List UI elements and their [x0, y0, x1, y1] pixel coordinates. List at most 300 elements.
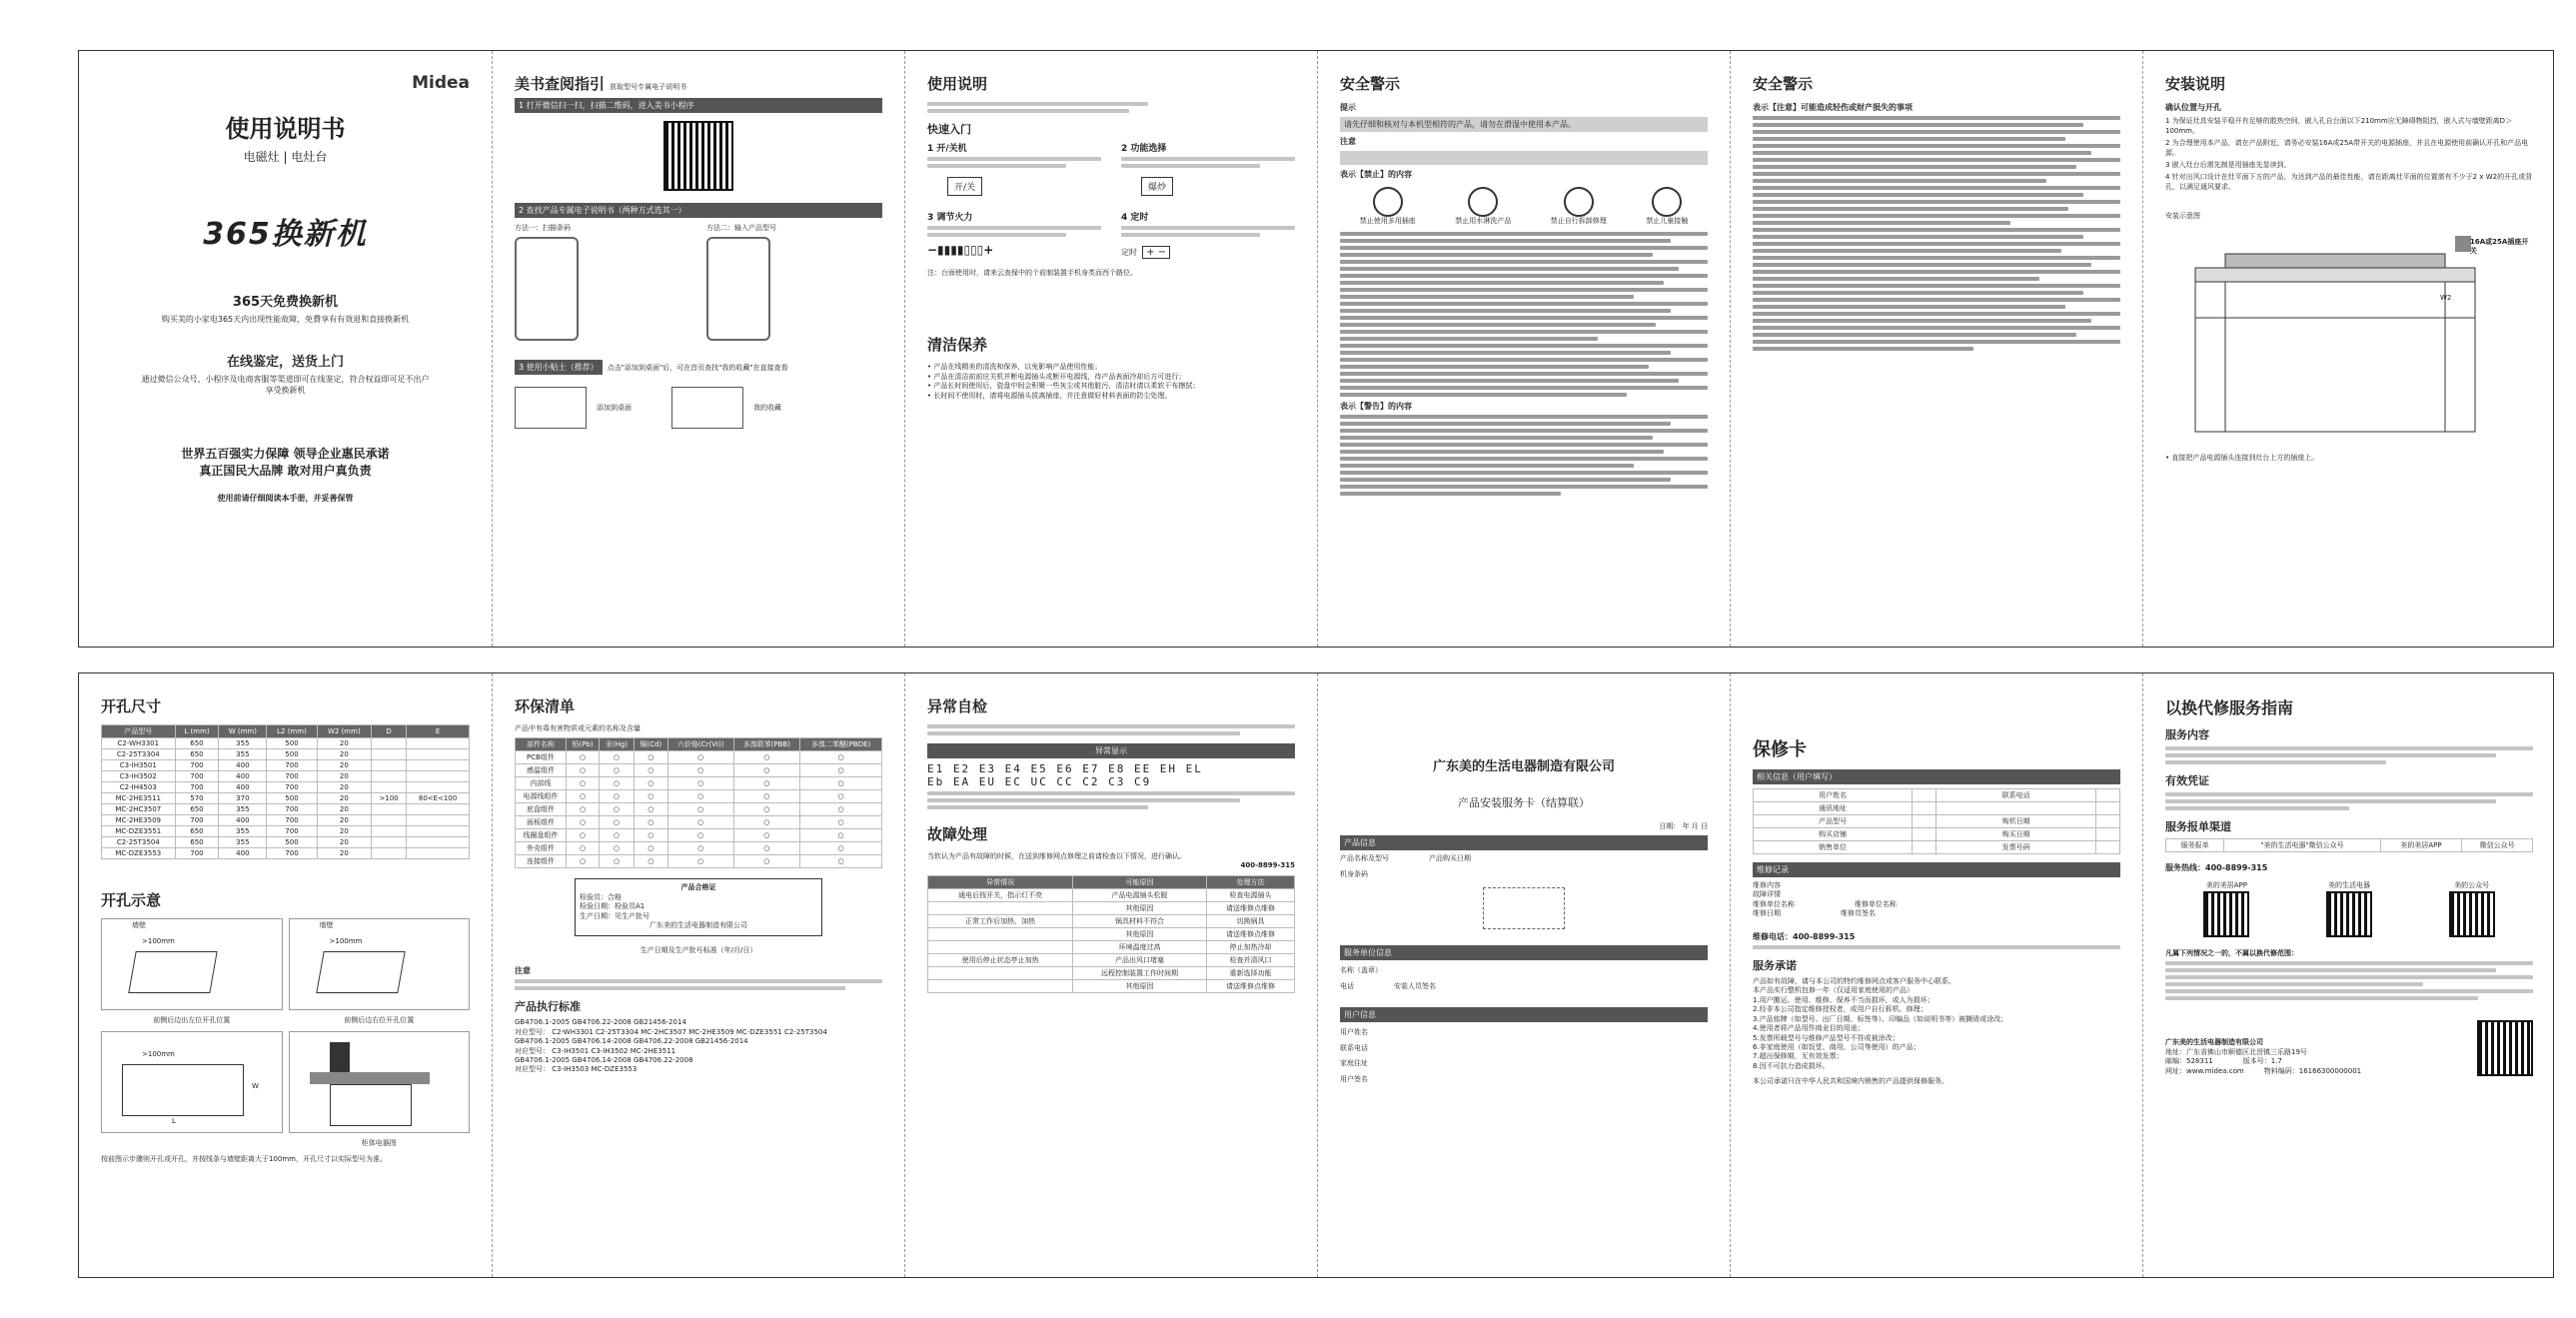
table-cell: C3-IH3501 — [102, 760, 176, 771]
table-cell: 检查并清风口 — [1206, 953, 1294, 966]
table-cell — [372, 760, 407, 771]
table-cell: 用户姓名 — [1754, 789, 1913, 802]
origin-note: 生产日期及生产批号标准（年/月/日） — [640, 945, 757, 954]
env-panel — [492, 673, 904, 1277]
usage-title: 使用说明 — [927, 75, 988, 93]
table-cell: ○ — [600, 803, 635, 816]
stir-fry-button-icon: 爆炒 — [1141, 177, 1173, 196]
table-header: L (mm) — [175, 725, 219, 738]
table-cell: PCB组件 — [516, 751, 567, 764]
table-cell: ○ — [566, 764, 599, 777]
socket-callout: 16A或25A插座开关 — [2470, 237, 2529, 256]
repair-title: 故障处理 — [927, 825, 988, 843]
table-cell: ○ — [800, 790, 882, 803]
table-cell — [407, 826, 470, 837]
table-cell: ○ — [733, 790, 800, 803]
fault-panel — [904, 673, 1317, 1277]
table-header: 处理方法 — [1206, 875, 1294, 888]
cutout-caption: 前侧后边出左位开孔位置 — [153, 1016, 231, 1024]
table-cell: 其他原因 — [1073, 979, 1207, 992]
table-cell: 停止加热冷却 — [1206, 940, 1294, 953]
table-cell: ○ — [634, 777, 667, 790]
method2-label: 方法二：输入产品型号 — [706, 224, 776, 232]
cutout-diagram-1: 墙壁 >100mm — [101, 918, 283, 1010]
tradein-panel: 以换代修服务指南 服务内容 有效凭证 服务报单渠道 服务报单 "美的生活电器"微信公众号 美的美居APP 微信公众号 服务热线：400-8899-315 美的美居APP 美的生活电器 美的公众号 凡属下列情况之一的，不属以换代修范围： 广东美的生活电器制造有限公司 地址：广东省佛山市顺德区北滘镇三乐路19号 邮编：528311 版本号：1.7 网址：www.midea.com 物料编码：16166300000001 — [2142, 673, 2555, 1277]
table-cell — [407, 782, 470, 793]
guide-step3-desc: 点击"添加到桌面"后，可在首页查找"我的收藏"在直接查看 — [607, 364, 788, 373]
conditions-title: 凡属下列情况之一的，不属以换代修范围： — [2165, 948, 2298, 957]
cutout-diagram-title: 开孔示意 — [101, 891, 162, 909]
table-cell: C2-25T3504 — [102, 837, 176, 848]
table-cell: 感温组件 — [516, 764, 567, 777]
footer-company: 广东美的生活电器制造有限公司 — [2165, 1038, 2263, 1047]
table-header: W (mm) — [219, 725, 267, 738]
warranty-panel: 保修卡 相关信息（用户填写） 用户姓名 联系电话 通讯地址 产品型号 购机日期 购买店铺 购买日期 销售单位 发票号码 维修记录 维修内容 故障详情 维修单位名称 维修单位名称 维修日期 维修员签名 维修电话：400-8899-315 服务承诺 产品如有故障，请与本公司的特约维修网点或客户服务中心联系。 本产品实行整机包修一年（仅适用家庭使用的产品） 1.用户搬运、使用、维修、保养不当而损坏，或人为损坏； 2.经非本公司指定维修授权者，或用户自行拆机、修理； 3.产品铭牌（如型号、出厂日期、标签等）、印编品（如说明书等）被撕毁或涂改； 4.使用者将产品用作商业目的用途； 5.发票所载型号与维修产品型号不符或被涂改； 6.非家庭使用（如饭堂、商用、公司等使用）的产品； 7.超出保修期，无有效发票； 8.因不可抗力造成损坏。 本公司承诺只在中华人民共和国境内销售的产品提供保修服务。 — [1730, 673, 2142, 1277]
table-row — [516, 790, 882, 803]
table-cell: 400 — [219, 782, 267, 793]
tradein-content-title: 服务内容 — [2165, 728, 2209, 741]
safety2-header: 表示【注意】可能造成轻伤或财产损失的事项 — [1753, 103, 1913, 112]
table-cell: ○ — [667, 777, 733, 790]
table-cell: ○ — [566, 777, 599, 790]
table-cell: MC-2HE3509 — [102, 815, 176, 826]
table-header: 六价铬(Cr(VI)) — [667, 738, 733, 751]
table-cell: ○ — [566, 855, 599, 868]
clean-item: • 产品在线精美的清洗和保养，以免影响产品使用性能； — [927, 363, 1102, 372]
table-header: 多溴联苯(PBB) — [733, 738, 800, 751]
table-cell: ○ — [634, 790, 667, 803]
manual-title: 使用说明书 — [225, 115, 346, 143]
table-row — [102, 826, 470, 837]
table-cell — [372, 848, 407, 859]
cover-panel — [79, 51, 492, 647]
table-cell: 产品出风口堵塞 — [1073, 953, 1207, 966]
cutout-diagram-2: 墙壁 >100mm — [289, 918, 471, 1010]
table-cell: 700 — [175, 848, 219, 859]
table-cell: 370 — [219, 793, 267, 804]
table-cell: ○ — [800, 816, 882, 829]
cabinet-diagram-icon — [2165, 228, 2535, 448]
table-row — [102, 749, 470, 760]
table-cell: 20 — [317, 749, 372, 760]
table-cell — [928, 966, 1073, 979]
safety-panel-1: 安全警示 提示 请先仔细和核对与本机型相符的产品，请勿在滑湿中使用本产品。 注意 表示【禁止】的内容 禁止使用多用插座 禁止用水淋洗产品 禁止自行拆卸修理 禁止儿童接触 表示【警告】的内容 — [1317, 51, 1730, 647]
table-cell — [1913, 789, 1936, 802]
table-cell: 700 — [175, 771, 219, 782]
table-cell: "美的生活电器"微信公众号 — [2224, 839, 2380, 852]
table-cell — [1913, 828, 1936, 841]
table-row — [516, 816, 882, 829]
phone-mockup-icon — [515, 387, 587, 429]
install-step: 4 针对出风口设计在灶平面下方的产品，为达到产品的最佳性能，请在距离灶平面的位置需有不少于2 x W2的开孔或背孔，以满足通风要求。 — [2165, 173, 2533, 191]
table-cell: 线圈盘组件 — [516, 829, 567, 842]
table-cell: ○ — [667, 829, 733, 842]
table-row — [102, 804, 470, 815]
barcode-placeholder — [1483, 887, 1565, 929]
table-cell: 700 — [267, 815, 317, 826]
table-cell: 购买日期 — [1936, 828, 2095, 841]
safety-body — [1340, 232, 1708, 397]
guide-step1: 1 打开微信扫一扫，扫描二维码，进入美书小程序 — [515, 98, 882, 113]
table-cell: MC-DZE3553 — [102, 848, 176, 859]
table-cell: C2-IH4503 — [102, 782, 176, 793]
table-cell: 500 — [267, 837, 317, 848]
table-cell — [372, 771, 407, 782]
table-cell: 连接组件 — [516, 855, 567, 868]
table-cell: ○ — [634, 803, 667, 816]
table-row — [102, 782, 470, 793]
table-cell: ○ — [667, 803, 733, 816]
table-cell: ○ — [566, 751, 599, 764]
guide-subtitle: 获取型号专属电子说明书 — [610, 83, 687, 91]
table-cell: 80<E<100 — [407, 793, 470, 804]
table-cell: ○ — [600, 777, 635, 790]
card-user-section: 用户信息 — [1340, 1007, 1708, 1022]
official-account-qr-icon — [2449, 891, 2495, 937]
install-title: 安装说明 — [2165, 75, 2226, 93]
service-desc: 通过微信公众号、小程序及电商客服等渠道即可在线鉴定，符合权益即可足不出户享受换新机 — [141, 375, 430, 396]
timer-button-icon: 定时 — [1121, 248, 1137, 257]
table-cell: 通讯地址 — [1754, 802, 1913, 815]
table-cell: 检查电源插头 — [1206, 888, 1294, 901]
table-cell: 650 — [175, 826, 219, 837]
standard-line: 对应型号： C3-IH3501 C3-IH3502 MC-2HE3511 — [515, 1046, 676, 1055]
trade-in-logo: 365换新机 — [203, 217, 368, 252]
safety-subtitle: 提示 — [1340, 103, 1356, 112]
clean-title: 清洁保养 — [927, 336, 988, 355]
miniprogram-qr-icon — [663, 121, 733, 191]
repair-hotline: 400-8899-315 — [1240, 861, 1295, 870]
safety-banner: 请先仔细和核对与本机型相符的产品，请勿在滑湿中使用本产品。 — [1340, 117, 1708, 132]
table-row — [102, 848, 470, 859]
table-cell: 700 — [267, 826, 317, 837]
table-row — [102, 815, 470, 826]
env-subtitle: 产品中有毒有害物质或元素的名称及含量 — [515, 724, 641, 732]
table-cell: ○ — [566, 842, 599, 855]
table-cell: ○ — [600, 816, 635, 829]
table-row — [516, 803, 882, 816]
table-cell: 355 — [219, 749, 267, 760]
table-header: 汞(Hg) — [600, 738, 635, 751]
footer-qr-icon — [2477, 1020, 2533, 1076]
standard-line: GB4706.1-2005 GB4706.22-2008 GB21456-2014 — [515, 1018, 686, 1027]
table-row — [516, 777, 882, 790]
table-cell: >100 — [372, 793, 407, 804]
install-panel — [2142, 51, 2555, 647]
table-cell: 底盘组件 — [516, 803, 567, 816]
card-company: 广东美的生活电器制造有限公司 — [1432, 759, 1615, 774]
table-cell: MC-DZE3551 — [102, 826, 176, 837]
table-cell: 570 — [175, 793, 219, 804]
table-cell: 请送维修点维修 — [1206, 979, 1294, 992]
install-bottom-note: • 直接把产品电源插头连接到灶台上方的插座上。 — [2165, 453, 2319, 462]
env-caution: 注意 — [515, 966, 531, 976]
guide-step2: 2 查找产品专属电子说明书（两种方式选其一） — [515, 203, 882, 218]
table-cell: 400 — [219, 771, 267, 782]
table-cell: 700 — [267, 771, 317, 782]
standard-line: 对应型号： C3-IH3503 MC-DZE3553 — [515, 1065, 638, 1074]
commit-title: 服务承诺 — [1753, 958, 1797, 972]
promo-desc: 购买美的小家电365天内出现性能故障，免費享有有效退和直接换新机 — [161, 315, 410, 324]
table-cell: ○ — [634, 816, 667, 829]
table-cell: ○ — [634, 855, 667, 868]
table-cell: MC-2HC3507 — [102, 804, 176, 815]
table-cell — [372, 749, 407, 760]
table-cell: 购买店铺 — [1754, 828, 1913, 841]
standard-line: 对应型号： C2-WH3301 C2-25T3304 MC-2HC3507 MC-2HE3509 MC-DZE3551 C2-25T3504 — [515, 1027, 827, 1036]
table-cell: 700 — [267, 848, 317, 859]
table-row — [516, 751, 882, 764]
table-cell: 700 — [267, 782, 317, 793]
table-cell: 650 — [175, 837, 219, 848]
table-cell — [2095, 815, 2119, 828]
table-cell — [1936, 802, 2095, 815]
table-cell: 20 — [317, 837, 372, 848]
favorites-mockup-icon — [671, 387, 743, 429]
table-cell: ○ — [667, 816, 733, 829]
table-cell — [2095, 828, 2119, 841]
table-cell — [407, 760, 470, 771]
table-cell: 20 — [317, 815, 372, 826]
table-cell: ○ — [600, 751, 635, 764]
slogan-line2: 真正国民大品牌 敢对用户真负责 — [199, 463, 372, 478]
table-cell: 其他原因 — [1073, 927, 1207, 940]
tradein-channel-title: 服务报单渠道 — [2165, 820, 2231, 833]
table-cell: 重新选择功能 — [1206, 966, 1294, 979]
cutout-note: 按前图示步骤则开孔或开孔，并按线条与墙壁距离大于100mm，开孔尺寸以实际型号为准。 — [101, 1154, 387, 1163]
table-cell: ○ — [667, 855, 733, 868]
table-cell: 20 — [317, 826, 372, 837]
table-row — [516, 855, 882, 868]
table-cell: ○ — [566, 816, 599, 829]
table-header: 多溴二苯醚(PBDE) — [800, 738, 882, 751]
warranty-fields — [1753, 788, 2120, 854]
prohibit-label: 表示【禁止】的内容 — [1340, 170, 1412, 180]
method1-label: 方法一：扫描条码 — [515, 224, 571, 232]
table-cell: ○ — [667, 751, 733, 764]
fault-title: 异常自检 — [927, 697, 988, 715]
table-row — [516, 764, 882, 777]
table-cell: 产品电源插头松脱 — [1073, 888, 1207, 901]
table-row — [516, 829, 882, 842]
cutout-table — [101, 724, 470, 859]
table-cell: 400 — [219, 760, 267, 771]
card-title: 产品安装服务卡（结算联） — [1458, 796, 1590, 809]
tradein-proof-title: 有效凭证 — [2165, 774, 2209, 787]
table-row — [928, 966, 1295, 979]
table-cell: 650 — [175, 749, 219, 760]
table-cell: ○ — [566, 829, 599, 842]
table-cell — [1913, 815, 1936, 828]
table-cell — [928, 979, 1073, 992]
clean-item: • 产品长时间使用后，瓷盘中间会积聚一些灰尘或其他脏污，清洁时请以柔软干布擦拭； — [927, 382, 1200, 391]
safety-title: 安全警示 — [1340, 75, 1401, 93]
table-row — [928, 927, 1295, 940]
table-row — [928, 901, 1295, 914]
table-row — [102, 793, 470, 804]
card-installer-section: 服务单位信息 — [1340, 945, 1708, 960]
manual-subtitle: 电磁灶 | 电灶台 — [243, 150, 328, 164]
table-cell — [928, 940, 1073, 953]
table-cell: ○ — [733, 803, 800, 816]
install-step: 2 为合理使用本产品，请在产品附近，请务必安装16A或25A带开关的电源插座，并且在电源使用前确认开孔和产品电源。 — [2165, 139, 2529, 157]
table-header: L2 (mm) — [267, 725, 317, 738]
table-cell: 20 — [317, 848, 372, 859]
meiju-app-qr-icon — [2203, 891, 2249, 937]
table-cell: 700 — [267, 760, 317, 771]
table-cell — [372, 837, 407, 848]
table-cell — [372, 804, 407, 815]
table-header: 异常情况 — [928, 875, 1073, 888]
install-diagram — [2165, 228, 2533, 448]
favorites-label: 我的收藏 — [753, 403, 781, 412]
table-cell: ○ — [634, 829, 667, 842]
cutout-caption: 柜体电器图 — [361, 1139, 397, 1148]
table-cell — [407, 804, 470, 815]
table-cell: ○ — [733, 764, 800, 777]
table-cell: ○ — [733, 829, 800, 842]
table-cell — [407, 738, 470, 749]
table-cell: ○ — [600, 842, 635, 855]
table-header: 可能原因 — [1073, 875, 1207, 888]
table-cell — [1913, 802, 1936, 815]
install-subtitle: 确认位置与开孔 — [2165, 103, 2221, 112]
no-multi-plug-icon — [1373, 187, 1403, 217]
service-title: 在线鉴定，送货上门 — [226, 355, 344, 371]
table-cell: 700 — [175, 815, 219, 826]
table-cell: ○ — [667, 764, 733, 777]
table-cell: ○ — [634, 764, 667, 777]
step-heat: 3 调节火力 — [927, 213, 973, 223]
table-cell: ○ — [667, 842, 733, 855]
heat-slider-icon: −▮▮▮▮▯▯▯+ — [927, 243, 994, 257]
read-note: 使用前请仔细阅读本手册，并妥善保管 — [217, 493, 354, 503]
timer-plus-minus-icon: + − — [1142, 246, 1170, 259]
no-water-icon — [1468, 187, 1498, 217]
table-cell: 锅具材料不符合 — [1073, 914, 1207, 927]
table-row — [102, 771, 470, 782]
manual-sheet-top — [78, 50, 2554, 648]
table-cell: 购机日期 — [1936, 815, 2095, 828]
env-table: 部件名称 铅(Pb) 汞(Hg) 镉(Cd) 六价铬(Cr(VI)) 多溴联苯(PBB) 多溴二苯醚(PBDE) PCB组件 ○ ○ ○ ○ ○ ○ 感温组件 ○ ○ ○ ○ ○ ○ 内部线 ○ ○ ○ ○ ○ ○ 电源线组件 ○ ○ ○ ○ ○ ○ 底盘组件 ○ ○ ○ ○ ○ ○ 面板组件 ○ ○ ○ ○ ○ ○ 线圈盘组件 ○ ○ ○ ○ ○ ○ 外壳组件 ○ ○ ○ ○ ○ ○ 连接组件 ○ ○ ○ ○ ○ ○ — [515, 737, 882, 868]
safety2-body — [1753, 116, 2120, 351]
table-cell — [2095, 841, 2119, 854]
warranty-user-section: 相关信息（用户填写） — [1753, 769, 2120, 784]
table-cell: 销售单位 — [1754, 841, 1913, 854]
table-cell: 650 — [175, 804, 219, 815]
table-row — [928, 888, 1295, 901]
table-cell — [1913, 841, 1936, 854]
step-timer: 4 定时 — [1121, 213, 1149, 223]
guide-step3: 3 使用小贴士（推荐） — [515, 360, 603, 375]
table-header: E — [407, 725, 470, 738]
promo-title: 365天免费换新机 — [232, 295, 339, 310]
cutout-diagram-4 — [289, 1031, 471, 1133]
table-cell: 请送维修点维修 — [1206, 927, 1294, 940]
table-cell: 20 — [317, 738, 372, 749]
cutout-title: 开孔尺寸 — [101, 697, 162, 715]
warranty-hotline: 维修电话：400-8899-315 — [1753, 931, 1856, 941]
table-cell: 请送维修点维修 — [1206, 901, 1294, 914]
table-cell — [928, 901, 1073, 914]
table-cell: ○ — [800, 855, 882, 868]
table-cell — [407, 771, 470, 782]
table-cell: 服务报单 — [2166, 839, 2224, 852]
table-header: W2 (mm) — [317, 725, 372, 738]
table-row — [928, 979, 1295, 992]
standards-title: 产品执行标准 — [515, 1000, 581, 1014]
table-cell: ○ — [800, 803, 882, 816]
table-cell: 355 — [219, 738, 267, 749]
table-cell: 20 — [317, 782, 372, 793]
table-cell: ○ — [800, 751, 882, 764]
table-row — [1754, 828, 2120, 841]
table-row — [102, 738, 470, 749]
tradein-title: 以换代修服务指南 — [2165, 698, 2294, 717]
card-product-section: 产品信息 — [1340, 835, 1708, 850]
table-cell — [407, 749, 470, 760]
table-cell: ○ — [800, 764, 882, 777]
table-row — [1754, 841, 2120, 854]
table-header: 镉(Cd) — [634, 738, 667, 751]
table-cell: ○ — [566, 803, 599, 816]
channel-table — [2165, 838, 2533, 852]
warning-label: 表示【警告】的内容 — [1340, 402, 1412, 411]
table-cell: 切换锅具 — [1206, 914, 1294, 927]
table-row — [1754, 802, 2120, 815]
usage-panel — [904, 51, 1317, 647]
table-cell: ○ — [800, 777, 882, 790]
table-cell: ○ — [800, 829, 882, 842]
table-cell: 20 — [317, 793, 372, 804]
caution-label: 注意 — [1340, 137, 1356, 147]
no-disassemble-icon — [1564, 187, 1594, 217]
tradein-hotline: 服务热线：400-8899-315 — [2165, 863, 2268, 872]
standard-line: GB4706.1-2005 GB4706.14-2008 GB4706.22-2008 — [515, 1056, 693, 1064]
table-cell: ○ — [733, 777, 800, 790]
guide-panel — [492, 51, 904, 647]
warranty-record-section: 维修记录 — [1753, 862, 2120, 877]
install-diagram-title: 安装示意图 — [2165, 212, 2200, 221]
cutout-diagram-3: >100mm W L — [101, 1031, 283, 1133]
table-cell: 内部线 — [516, 777, 567, 790]
table-row — [928, 953, 1295, 966]
table-cell: ○ — [667, 790, 733, 803]
table-cell — [407, 848, 470, 859]
repair-desc: 当软认为产品有故障的时候，在送到维修网点修理之前请检查以下情况，进行确认。 — [927, 852, 1186, 860]
table-cell: MC-2HE3511 — [102, 793, 176, 804]
table-row — [928, 914, 1295, 927]
table-cell: 微信公众号 — [2462, 839, 2533, 852]
clean-item: • 产品在清洁前前应关机并断电源插头或断开电源线，待产品表面冷却后方可进行； — [927, 372, 1186, 381]
step-power: 1 开/关机 — [927, 144, 967, 154]
cutout-caption: 前侧后边右位开孔位置 — [344, 1016, 415, 1024]
repair-table — [927, 875, 1295, 993]
table-cell: 面板组件 — [516, 816, 567, 829]
table-cell: 发票号码 — [1936, 841, 2095, 854]
table-cell: 产品型号 — [1754, 815, 1913, 828]
table-cell: 美的美居APP — [2380, 839, 2462, 852]
standard-line: GB4706.1-2005 GB4706.14-2008 GB4706.22-2008 GB21456-2014 — [515, 1037, 748, 1046]
warranty-title: 保修卡 — [1753, 739, 1807, 760]
table-cell: ○ — [600, 855, 635, 868]
table-cell: ○ — [600, 790, 635, 803]
clean-item: • 长时间不使用时，请将电源插头拔离插座，并注意做好材料表面的防尘处理。 — [927, 391, 1172, 400]
table-row — [1754, 815, 2120, 828]
table-cell: 远程控制装置工作时间期 — [1073, 966, 1207, 979]
table-cell: ○ — [600, 829, 635, 842]
install-step: 3 嵌入灶台后需先制是用插座先显读到。 — [2165, 160, 2291, 169]
